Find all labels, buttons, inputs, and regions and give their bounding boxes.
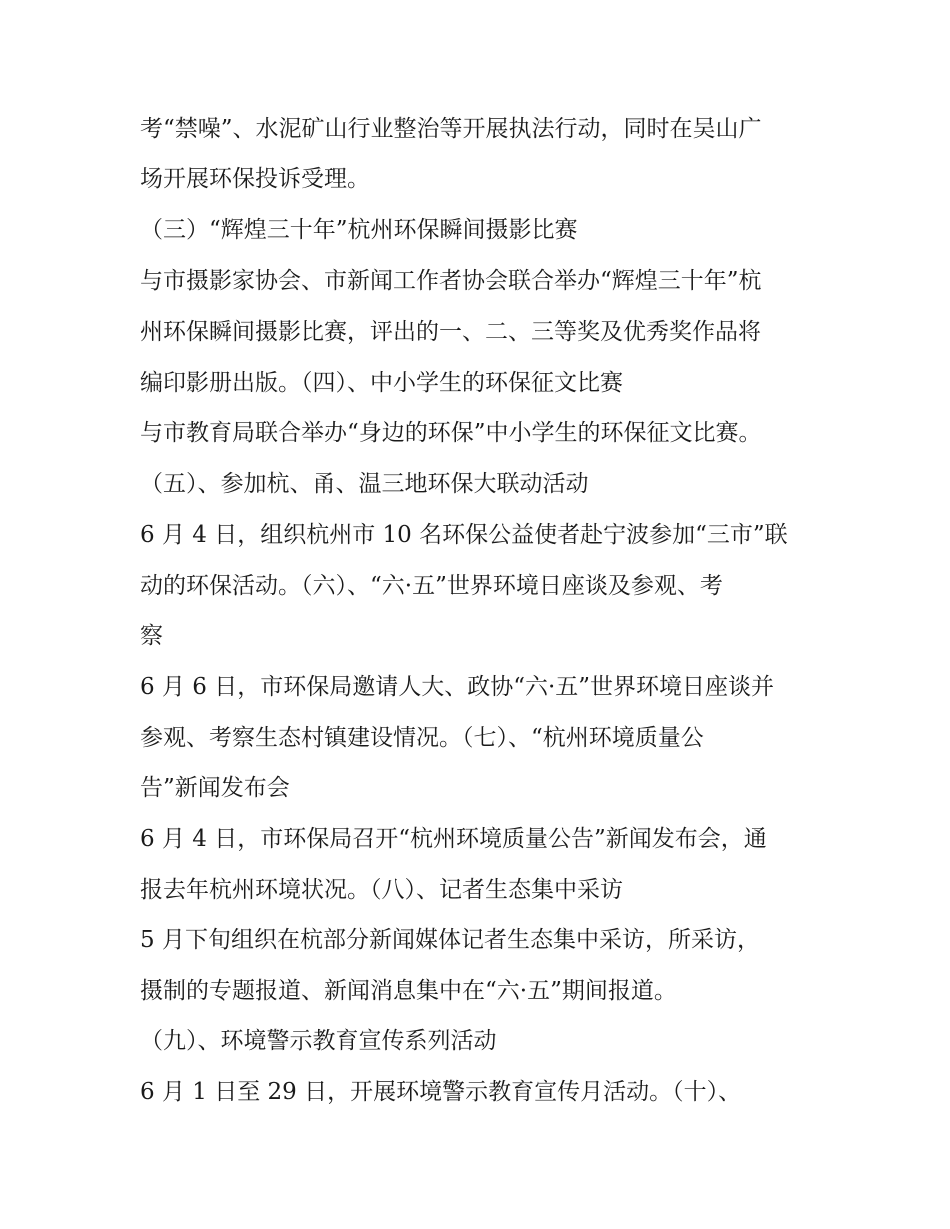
section-heading: （三）“辉煌三十年”杭州环保瞬间摄影比赛 [140,217,578,243]
text-line: 场开展环保投诉受理。 [140,166,370,192]
text-line: 动的环保活动。（六）、“六·五”世界环境日座谈及参观、考 [140,573,723,599]
text-line: 考“禁噪”、水泥矿山行业整治等开展执法行动，同时在吴山广 [140,116,762,142]
text-line: 摄制的专题报道、新闻消息集中在“六·五”期间报道。 [140,978,677,1004]
text-line: 与市教育局联合举办“身边的环保”中小学生的环保征文比赛。 [140,420,762,446]
text-line: 6 月 1 日至 29 日，开展环境警示教育宣传月活动。（十）、 [140,1079,742,1105]
text-line: 告”新闻发布会 [140,775,290,801]
text-line: 5 月下旬组织在杭部分新闻媒体记者生态集中采访，所采访， [140,927,760,953]
text-line: 察 [140,623,163,649]
text-line: 编印影册出版。（四）、中小学生的环保征文比赛 [140,370,623,396]
section-heading: （五）、参加杭、甬、温三地环保大联动活动 [140,471,589,497]
text-line: 报去年杭州环境状况。（八）、记者生态集中采访 [140,877,623,903]
text-line: 州环保瞬间摄影比赛，评出的一、二、三等奖及优秀奖作品将 [140,319,761,345]
text-line: 6 月 4 日，市环保局召开“杭州环境质量公告”新闻发布会，通 [140,826,767,852]
text-line: 6 月 6 日，市环保局邀请人大、政协“六·五”世界环境日座谈并 [140,674,775,700]
text-line: 与市摄影家协会、市新闻工作者协会联合举办“辉煌三十年”杭 [140,268,762,294]
text-line: 6 月 4 日，组织杭州市 10 名环保公益使者赴宁波参加“三市”联 [140,522,788,548]
section-heading: （九）、环境警示教育宣传系列活动 [140,1028,497,1054]
text-line: 参观、考察生态村镇建设情况。（七）、“杭州环境质量公 [140,725,704,751]
